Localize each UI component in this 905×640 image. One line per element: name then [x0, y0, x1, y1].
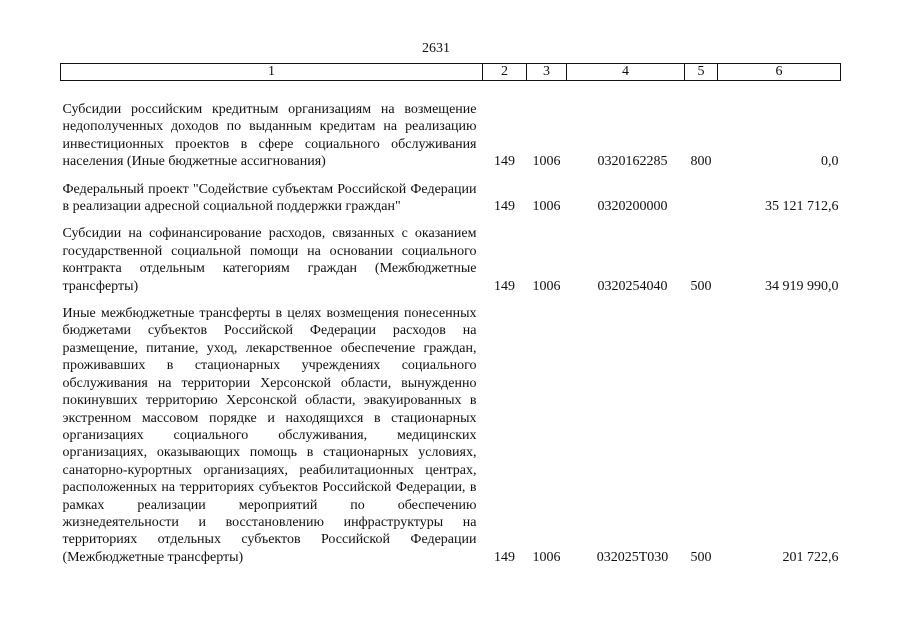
header-col-2: 2	[483, 64, 527, 81]
table-body	[61, 81, 841, 567]
row-col-3: 1006	[532, 199, 561, 215]
header-col-3: 3	[527, 64, 567, 81]
row-col-5: 500	[690, 278, 712, 294]
row-description: Субсидии российским кредитным организациям на возмещение недополученных доходов по выданным кредитам на реализацию инвестиционных проектов в сфере социального обслуживания населения (Иные бюджетные ассигнования)	[62, 102, 477, 170]
header-row	[61, 64, 841, 81]
row-description: Иные межбюджетные трансферты в целях возмещения понесенных бюджетами субъектов Российской Федерации расходов на размещение, питание, уход, лекарственное обеспечение граждан, проживавших в стационарных учреждениях социального обслуживания на территории Херсонской области, вынужденно покинувших территорию Херсонской области, эвакуированных в экстренном массовом порядке и находящихся в стационарных организациях социального обслуживания, медицинских организациях, оказывающих помощь в стационарных условиях, санаторно-курортных организациях, реабилитационных центрах, расположенных на территориях субъектов Российской Федерации, в рамках реализации мероприятий по обеспечению жизнедеятельности и восстановлению инфраструктуры на территориях отдельных субъектов Российской Федерации (Межбюджетные трансферты)	[62, 306, 477, 565]
row-col-2: 149	[494, 549, 515, 565]
row-col-4: 0320200000	[597, 199, 668, 215]
table-row	[61, 215, 841, 295]
header-col-6: 6	[718, 64, 841, 81]
page-number: 2631	[422, 41, 450, 56]
table-row	[61, 295, 841, 566]
row-col-6: 35 121 712,6	[765, 199, 839, 215]
row-col-6: 0,0	[821, 154, 839, 170]
row-col-3: 1006	[532, 278, 561, 294]
row-col-6: 34 919 990,0	[765, 278, 839, 294]
row-col-5: 500	[690, 549, 712, 565]
header-col-5: 5	[685, 64, 718, 81]
row-col-6: 201 722,6	[782, 549, 839, 565]
row-col-2: 149	[494, 199, 515, 215]
row-col-5	[685, 171, 718, 216]
header-col-4: 4	[567, 64, 685, 81]
row-col-4: 032025Т030	[596, 549, 669, 565]
table-row	[61, 171, 841, 216]
header-col-1: 1	[61, 64, 483, 81]
budget-table	[60, 63, 841, 566]
table-header	[61, 64, 841, 81]
table-row	[61, 81, 841, 171]
row-col-2: 149	[494, 278, 515, 294]
row-col-2: 149	[494, 154, 515, 170]
row-col-5: 800	[690, 154, 712, 170]
row-col-4: 0320162285	[597, 154, 668, 170]
row-col-4: 0320254040	[597, 278, 668, 294]
row-description: Субсидии на софинансирование расходов, связанных с оказанием государственной социальной помощи на основании социального контракта отдельным категориям граждан (Межбюджетные трансферты)	[62, 226, 477, 294]
row-col-3: 1006	[532, 549, 561, 565]
row-description: Федеральный проект "Содействие субъектам Российской Федерации в реализации адресной социальной поддержки граждан"	[62, 181, 477, 215]
row-col-3: 1006	[532, 154, 561, 170]
